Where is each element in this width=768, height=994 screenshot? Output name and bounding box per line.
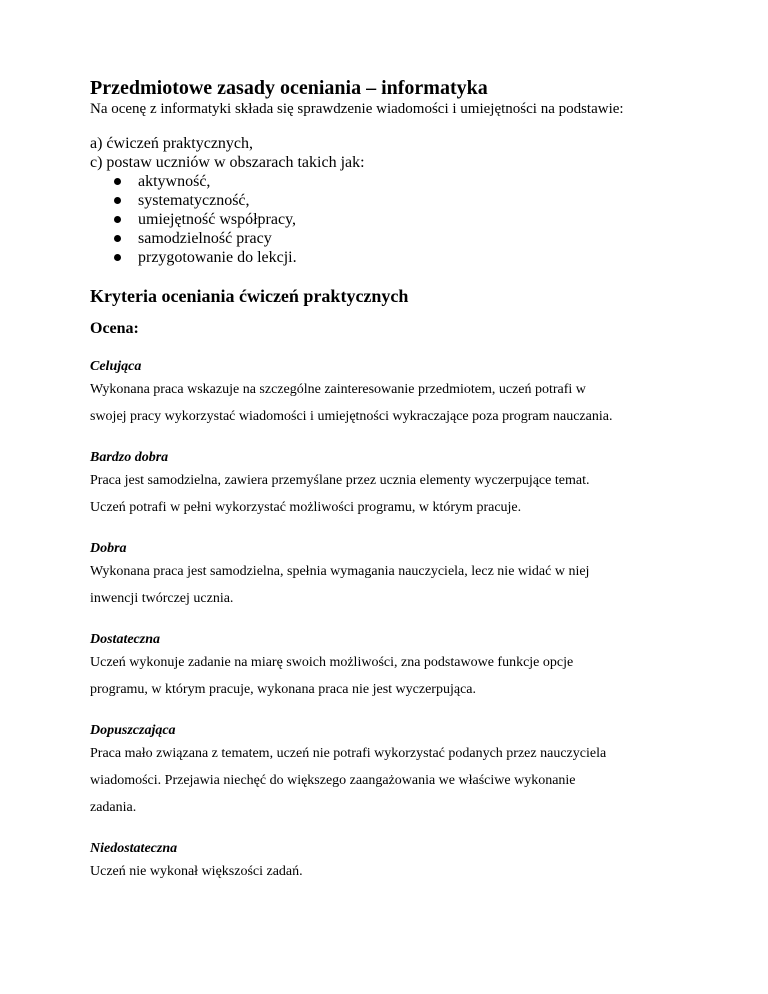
bullet-icon <box>114 254 121 261</box>
list-item <box>114 229 690 248</box>
grade-description-line: Uczeń nie wykonał większości zadań. <box>90 864 303 879</box>
grade-description-line: Uczeń wykonuje zadanie na miarę swoich możliwości, zna podstawowe funkcje opcje <box>90 655 574 670</box>
ocena-label: Ocena: <box>90 320 139 337</box>
grade-name: Dopuszczająca <box>90 723 176 738</box>
grade-description <box>90 740 690 821</box>
list-item-label: przygotowanie do lekcji. <box>138 249 297 266</box>
document-title: Przedmiotowe zasady oceniania – informatyka <box>90 77 488 99</box>
list-item <box>114 191 690 210</box>
grade-name: Dobra <box>90 541 127 556</box>
point-c: c) postaw uczniów w obszarach takich jak: <box>90 154 365 171</box>
document-page <box>90 76 690 885</box>
grade-description-line: Uczeń potrafi w pełni wykorzystać możliwości programu, w którym pracuje. <box>90 500 522 515</box>
grade-description <box>90 858 690 885</box>
list-item <box>114 210 690 229</box>
bullet-icon <box>114 197 121 204</box>
intro-text: Na ocenę z informatyki składa się sprawdzenie wiadomości i umiejętności na podstawie: <box>90 101 624 117</box>
grade-name: Bardzo dobra <box>90 450 169 465</box>
attitude-list <box>90 172 690 267</box>
grade-description-line: wiadomości. Przejawia niechęć do większego zaangażowania we właściwe wykonanie <box>90 773 576 788</box>
grade-description-line: programu, w którym pracuje, wykonana praca nie jest wyczerpująca. <box>90 682 477 697</box>
grade-dopuszczajaca <box>90 722 690 821</box>
bullet-icon <box>114 235 121 242</box>
list-item <box>114 248 690 267</box>
grade-description <box>90 467 690 521</box>
bullet-icon <box>114 216 121 223</box>
grade-description <box>90 558 690 612</box>
grade-bardzo-dobra <box>90 449 690 521</box>
criteria-heading: Kryteria oceniania ćwiczeń praktycznych <box>90 286 409 306</box>
grade-description <box>90 649 690 703</box>
grade-description-line: Wykonana praca jest samodzielna, spełnia wymagania nauczyciela, lecz nie widać w niej <box>90 564 590 579</box>
grade-name: Niedostateczna <box>90 841 178 856</box>
grade-description-line: Praca mało związana z tematem, uczeń nie potrafi wykorzystać podanych przez nauczyciela <box>90 746 607 761</box>
grade-description-line: inwencji twórczej ucznia. <box>90 591 234 606</box>
grade-niedostateczna <box>90 840 690 885</box>
grade-description-line: swojej pracy wykorzystać wiadomości i umiejętności wykraczające poza program nauczania. <box>90 409 613 424</box>
list-item-label: aktywność, <box>138 173 211 190</box>
grade-name: Celująca <box>90 359 142 374</box>
list-item <box>114 172 690 191</box>
grade-dobra <box>90 540 690 612</box>
grade-description-line: Praca jest samodzielna, zawiera przemyślane przez ucznia elementy wyczerpujące temat. <box>90 473 590 488</box>
grade-description-line: Wykonana praca wskazuje na szczególne zainteresowanie przedmiotem, uczeń potrafi w <box>90 382 586 397</box>
grade-dostateczna <box>90 631 690 703</box>
point-a: a) ćwiczeń praktycznych, <box>90 135 254 152</box>
list-item-label: umiejętność współpracy, <box>138 211 297 228</box>
grade-name: Dostateczna <box>90 632 160 647</box>
bullet-icon <box>114 178 121 185</box>
grade-description-line: zadania. <box>90 800 137 815</box>
grade-description <box>90 376 690 430</box>
grade-celujaca <box>90 358 690 430</box>
list-item-label: samodzielność pracy <box>138 230 272 247</box>
list-item-label: systematyczność, <box>138 192 250 209</box>
